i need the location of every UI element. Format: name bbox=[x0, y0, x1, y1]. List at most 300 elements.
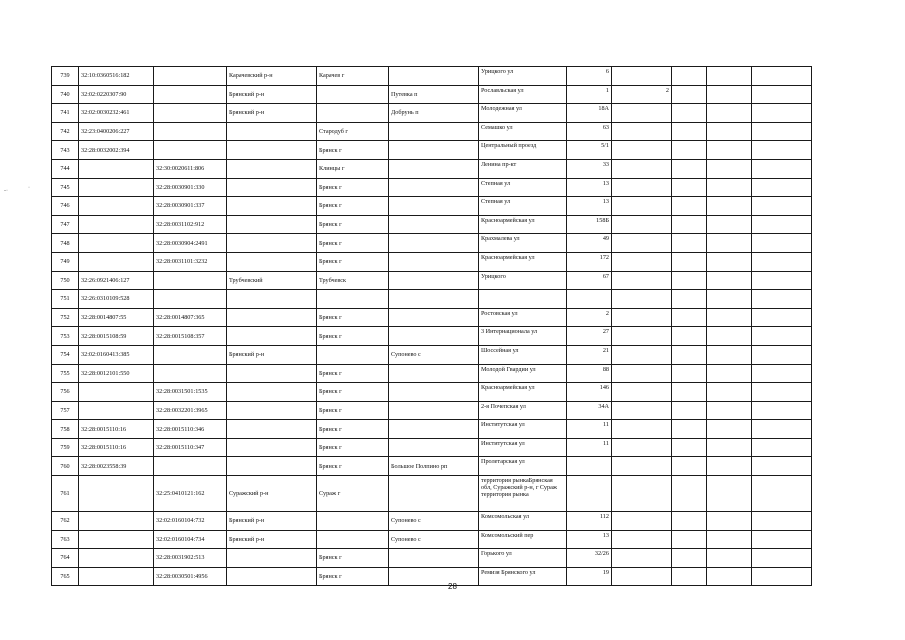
row-number-cell: 762 bbox=[52, 512, 79, 531]
building-number-cell: 2 bbox=[612, 85, 672, 104]
extra-2-cell bbox=[707, 85, 752, 104]
row-number-cell: 754 bbox=[52, 345, 79, 364]
table-row bbox=[52, 438, 812, 457]
extra-1-cell bbox=[672, 383, 707, 402]
district-cell: Карачевский р-н bbox=[227, 67, 317, 86]
table-row bbox=[52, 122, 812, 141]
extra-2-cell bbox=[707, 383, 752, 402]
district-cell bbox=[227, 234, 317, 253]
street-cell bbox=[479, 290, 567, 309]
building-number-cell bbox=[612, 122, 672, 141]
extra-1-cell bbox=[672, 141, 707, 160]
district-cell bbox=[227, 401, 317, 420]
row-number-cell: 751 bbox=[52, 290, 79, 309]
street-cell: Ростовская ул bbox=[479, 308, 567, 327]
scan-artifact: · bbox=[28, 185, 30, 191]
building-cadastral-number-cell: 32:28:0015108:357 bbox=[154, 327, 227, 346]
building-cadastral-number-cell: 32:02:0160104:734 bbox=[154, 530, 227, 549]
building-cadastral-number-cell: 32:28:0030904:2491 bbox=[154, 234, 227, 253]
extra-2-cell bbox=[707, 215, 752, 234]
street-cell: Горького ул bbox=[479, 549, 567, 568]
cadastral-number-cell: 32:26:0310109:528 bbox=[79, 290, 154, 309]
extra-1-cell bbox=[672, 420, 707, 439]
street-cell: Крахмалева ул bbox=[479, 234, 567, 253]
district-cell bbox=[227, 383, 317, 402]
cadastral-number-cell: 32:10:0360516:182 bbox=[79, 67, 154, 86]
building-cadastral-number-cell: 32:28:0031101:3232 bbox=[154, 252, 227, 271]
row-number-cell: 758 bbox=[52, 420, 79, 439]
row-number-cell: 744 bbox=[52, 159, 79, 178]
extra-2-cell bbox=[707, 549, 752, 568]
district-cell: Брянский р-н bbox=[227, 512, 317, 531]
row-number-cell: 747 bbox=[52, 215, 79, 234]
street-cell: Шоссейная ул bbox=[479, 345, 567, 364]
cadastral-number-cell bbox=[79, 530, 154, 549]
building-number-cell bbox=[612, 457, 672, 476]
building-cadastral-number-cell: 32:28:0031501:1535 bbox=[154, 383, 227, 402]
district-cell bbox=[227, 308, 317, 327]
row-number-cell: 761 bbox=[52, 476, 79, 512]
table-row bbox=[52, 476, 812, 512]
building-cadastral-number-cell: 32:28:0032201:3965 bbox=[154, 401, 227, 420]
house-number-cell: 158Б bbox=[567, 215, 612, 234]
house-number-cell: 49 bbox=[567, 234, 612, 253]
table-row bbox=[52, 345, 812, 364]
city-cell bbox=[317, 104, 389, 123]
extra-3-cell bbox=[752, 159, 812, 178]
building-cadastral-number-cell: 32:28:0030501:4956 bbox=[154, 567, 227, 586]
house-number-cell: 6 bbox=[567, 67, 612, 86]
extra-2-cell bbox=[707, 327, 752, 346]
table-row bbox=[52, 252, 812, 271]
city-cell: Брянск г bbox=[317, 364, 389, 383]
district-cell bbox=[227, 178, 317, 197]
city-cell: Брянск г bbox=[317, 215, 389, 234]
extra-3-cell bbox=[752, 85, 812, 104]
settlement-cell bbox=[389, 549, 479, 568]
extra-1-cell bbox=[672, 327, 707, 346]
extra-1-cell bbox=[672, 252, 707, 271]
extra-3-cell bbox=[752, 476, 812, 512]
cadastral-number-cell: 32:28:0023558:39 bbox=[79, 457, 154, 476]
district-cell: Трубчевский bbox=[227, 271, 317, 290]
table-row bbox=[52, 308, 812, 327]
table-row bbox=[52, 85, 812, 104]
city-cell bbox=[317, 530, 389, 549]
extra-2-cell bbox=[707, 271, 752, 290]
building-number-cell bbox=[612, 178, 672, 197]
extra-1-cell bbox=[672, 85, 707, 104]
extra-1-cell bbox=[672, 364, 707, 383]
row-number-cell: 743 bbox=[52, 141, 79, 160]
district-cell bbox=[227, 141, 317, 160]
cadastral-number-cell bbox=[79, 549, 154, 568]
table-row bbox=[52, 215, 812, 234]
building-cadastral-number-cell bbox=[154, 141, 227, 160]
extra-2-cell bbox=[707, 122, 752, 141]
city-cell: Брянск г bbox=[317, 401, 389, 420]
extra-1-cell bbox=[672, 122, 707, 141]
settlement-cell bbox=[389, 271, 479, 290]
settlement-cell bbox=[389, 438, 479, 457]
building-cadastral-number-cell: 32:28:0031902:513 bbox=[154, 549, 227, 568]
cadastral-number-cell: 32:28:0015108:59 bbox=[79, 327, 154, 346]
city-cell: Брянск г bbox=[317, 141, 389, 160]
settlement-cell bbox=[389, 308, 479, 327]
row-number-cell: 765 bbox=[52, 567, 79, 586]
district-cell bbox=[227, 215, 317, 234]
street-cell: территория рынкаБрянская обл, Суражский р-н, г Сураж территория рынка bbox=[479, 476, 567, 512]
building-cadastral-number-cell: 32:28:0015110:346 bbox=[154, 420, 227, 439]
house-number-cell: 18А bbox=[567, 104, 612, 123]
cadastral-number-cell: 32:28:0032002:394 bbox=[79, 141, 154, 160]
settlement-cell bbox=[389, 252, 479, 271]
building-number-cell bbox=[612, 364, 672, 383]
extra-1-cell bbox=[672, 234, 707, 253]
extra-2-cell bbox=[707, 308, 752, 327]
house-number-cell: 33 bbox=[567, 159, 612, 178]
city-cell bbox=[317, 290, 389, 309]
extra-1-cell bbox=[672, 197, 707, 216]
row-number-cell: 753 bbox=[52, 327, 79, 346]
city-cell: Брянск г bbox=[317, 420, 389, 439]
cadastral-number-cell: 32:28:0015110:16 bbox=[79, 438, 154, 457]
extra-3-cell bbox=[752, 327, 812, 346]
row-number-cell: 759 bbox=[52, 438, 79, 457]
row-number-cell: 745 bbox=[52, 178, 79, 197]
cadastral-number-cell bbox=[79, 401, 154, 420]
district-cell bbox=[227, 159, 317, 178]
house-number-cell: 172 bbox=[567, 252, 612, 271]
extra-3-cell bbox=[752, 290, 812, 309]
house-number-cell bbox=[567, 476, 612, 512]
city-cell: Брянск г bbox=[317, 438, 389, 457]
extra-1-cell bbox=[672, 476, 707, 512]
building-number-cell bbox=[612, 252, 672, 271]
extra-1-cell bbox=[672, 159, 707, 178]
building-cadastral-number-cell: 32:28:0015110:347 bbox=[154, 438, 227, 457]
table-row bbox=[52, 141, 812, 160]
extra-2-cell bbox=[707, 234, 752, 253]
building-cadastral-number-cell: 32:25:0410121:162 bbox=[154, 476, 227, 512]
settlement-cell bbox=[389, 364, 479, 383]
extra-3-cell bbox=[752, 512, 812, 531]
cadastral-number-cell bbox=[79, 159, 154, 178]
building-cadastral-number-cell: 32:30:0020611:806 bbox=[154, 159, 227, 178]
street-cell: Степная ул bbox=[479, 178, 567, 197]
building-number-cell bbox=[612, 67, 672, 86]
street-cell: Ленина пр-кт bbox=[479, 159, 567, 178]
extra-1-cell bbox=[672, 345, 707, 364]
street-cell: Семашко ул bbox=[479, 122, 567, 141]
settlement-cell: Добрунь п bbox=[389, 104, 479, 123]
city-cell: Брянск г bbox=[317, 197, 389, 216]
settlement-cell bbox=[389, 178, 479, 197]
building-number-cell bbox=[612, 197, 672, 216]
extra-3-cell bbox=[752, 215, 812, 234]
extra-2-cell bbox=[707, 476, 752, 512]
street-cell: Урицкого ул bbox=[479, 67, 567, 86]
city-cell bbox=[317, 512, 389, 531]
city-cell: Брянск г bbox=[317, 457, 389, 476]
house-number-cell: 13 bbox=[567, 197, 612, 216]
house-number-cell: 11 bbox=[567, 438, 612, 457]
house-number-cell: 19 bbox=[567, 567, 612, 586]
city-cell: Брянск г bbox=[317, 308, 389, 327]
street-cell: 3 Интернационала ул bbox=[479, 327, 567, 346]
district-cell bbox=[227, 290, 317, 309]
table-row bbox=[52, 457, 812, 476]
extra-1-cell bbox=[672, 271, 707, 290]
extra-3-cell bbox=[752, 122, 812, 141]
table-row bbox=[52, 178, 812, 197]
cadastral-number-cell: 32:02:0160413:385 bbox=[79, 345, 154, 364]
district-cell bbox=[227, 197, 317, 216]
settlement-cell: Путевка п bbox=[389, 85, 479, 104]
row-number-cell: 739 bbox=[52, 67, 79, 86]
table-row bbox=[52, 104, 812, 123]
building-number-cell bbox=[612, 420, 672, 439]
extra-3-cell bbox=[752, 420, 812, 439]
extra-3-cell bbox=[752, 141, 812, 160]
settlement-cell bbox=[389, 141, 479, 160]
extra-1-cell bbox=[672, 401, 707, 420]
extra-1-cell bbox=[672, 290, 707, 309]
row-number-cell: 749 bbox=[52, 252, 79, 271]
street-cell: Центральный проезд bbox=[479, 141, 567, 160]
table-row bbox=[52, 512, 812, 531]
settlement-cell bbox=[389, 420, 479, 439]
house-number-cell: 5/1 bbox=[567, 141, 612, 160]
extra-3-cell bbox=[752, 252, 812, 271]
city-cell: Брянск г bbox=[317, 549, 389, 568]
district-cell bbox=[227, 549, 317, 568]
building-cadastral-number-cell: 32:28:0031102:912 bbox=[154, 215, 227, 234]
row-number-cell: 748 bbox=[52, 234, 79, 253]
extra-2-cell bbox=[707, 345, 752, 364]
extra-3-cell bbox=[752, 549, 812, 568]
city-cell: Стародуб г bbox=[317, 122, 389, 141]
street-cell: Молодой Гвардии ул bbox=[479, 364, 567, 383]
extra-2-cell bbox=[707, 197, 752, 216]
house-number-cell: 63 bbox=[567, 122, 612, 141]
cadastral-number-cell bbox=[79, 215, 154, 234]
settlement-cell bbox=[389, 234, 479, 253]
settlement-cell bbox=[389, 67, 479, 86]
extra-2-cell bbox=[707, 401, 752, 420]
extra-3-cell bbox=[752, 67, 812, 86]
district-cell bbox=[227, 252, 317, 271]
extra-3-cell bbox=[752, 438, 812, 457]
extra-1-cell bbox=[672, 215, 707, 234]
building-number-cell bbox=[612, 383, 672, 402]
building-number-cell bbox=[612, 512, 672, 531]
building-number-cell bbox=[612, 271, 672, 290]
house-number-cell: 13 bbox=[567, 530, 612, 549]
cadastral-number-cell: 32:28:0014807:55 bbox=[79, 308, 154, 327]
extra-1-cell bbox=[672, 457, 707, 476]
extra-2-cell bbox=[707, 420, 752, 439]
settlement-cell: Супонево с bbox=[389, 512, 479, 531]
settlement-cell bbox=[389, 476, 479, 512]
table-row bbox=[52, 234, 812, 253]
house-number-cell: 11 bbox=[567, 420, 612, 439]
cadastral-number-cell bbox=[79, 383, 154, 402]
house-number-cell: 112 bbox=[567, 512, 612, 531]
extra-3-cell bbox=[752, 271, 812, 290]
extra-2-cell bbox=[707, 252, 752, 271]
city-cell: Карачев г bbox=[317, 67, 389, 86]
extra-2-cell bbox=[707, 512, 752, 531]
district-cell bbox=[227, 327, 317, 346]
row-number-cell: 764 bbox=[52, 549, 79, 568]
building-cadastral-number-cell bbox=[154, 364, 227, 383]
district-cell: Брянский р-н bbox=[227, 104, 317, 123]
cadastral-number-cell bbox=[79, 476, 154, 512]
city-cell bbox=[317, 345, 389, 364]
table-row bbox=[52, 67, 812, 86]
building-number-cell bbox=[612, 215, 672, 234]
table-row bbox=[52, 530, 812, 549]
extra-3-cell bbox=[752, 401, 812, 420]
building-cadastral-number-cell bbox=[154, 271, 227, 290]
settlement-cell bbox=[389, 383, 479, 402]
city-cell bbox=[317, 85, 389, 104]
extra-3-cell bbox=[752, 308, 812, 327]
extra-1-cell bbox=[672, 549, 707, 568]
cadastral-number-cell bbox=[79, 234, 154, 253]
house-number-cell: 13 bbox=[567, 178, 612, 197]
row-number-cell: 746 bbox=[52, 197, 79, 216]
street-cell: Красноармейская ул bbox=[479, 383, 567, 402]
extra-2-cell bbox=[707, 159, 752, 178]
city-cell: Брянск г bbox=[317, 178, 389, 197]
cadastral-number-cell: 32:28:0015110:16 bbox=[79, 420, 154, 439]
settlement-cell: Супонево с bbox=[389, 345, 479, 364]
building-cadastral-number-cell bbox=[154, 122, 227, 141]
settlement-cell bbox=[389, 290, 479, 309]
extra-1-cell bbox=[672, 67, 707, 86]
house-number-cell bbox=[567, 290, 612, 309]
city-cell: Брянск г bbox=[317, 252, 389, 271]
building-cadastral-number-cell: 32:28:0030901:330 bbox=[154, 178, 227, 197]
building-cadastral-number-cell bbox=[154, 290, 227, 309]
extra-1-cell bbox=[672, 438, 707, 457]
building-number-cell bbox=[612, 308, 672, 327]
scan-artifact: -· bbox=[4, 188, 8, 194]
building-number-cell bbox=[612, 159, 672, 178]
cadastral-number-cell bbox=[79, 512, 154, 531]
cadastral-number-cell: 32:26:0921406:127 bbox=[79, 271, 154, 290]
city-cell: Брянск г bbox=[317, 567, 389, 586]
row-number-cell: 756 bbox=[52, 383, 79, 402]
house-number-cell: 2 bbox=[567, 308, 612, 327]
building-cadastral-number-cell: 32:02:0160104:732 bbox=[154, 512, 227, 531]
table-row bbox=[52, 159, 812, 178]
settlement-cell: Большое Полпино рп bbox=[389, 457, 479, 476]
building-cadastral-number-cell bbox=[154, 104, 227, 123]
extra-2-cell bbox=[707, 178, 752, 197]
extra-3-cell bbox=[752, 197, 812, 216]
settlement-cell bbox=[389, 159, 479, 178]
row-number-cell: 750 bbox=[52, 271, 79, 290]
building-number-cell bbox=[612, 401, 672, 420]
table-row bbox=[52, 197, 812, 216]
building-number-cell bbox=[612, 549, 672, 568]
extra-1-cell bbox=[672, 512, 707, 531]
building-cadastral-number-cell bbox=[154, 457, 227, 476]
street-cell: Красноармейская ул bbox=[479, 252, 567, 271]
district-cell bbox=[227, 364, 317, 383]
table-row bbox=[52, 327, 812, 346]
building-cadastral-number-cell: 32:28:0014807:365 bbox=[154, 308, 227, 327]
extra-2-cell bbox=[707, 290, 752, 309]
row-number-cell: 760 bbox=[52, 457, 79, 476]
cadastral-number-cell: 32:02:0030232:461 bbox=[79, 104, 154, 123]
extra-3-cell bbox=[752, 364, 812, 383]
extra-2-cell bbox=[707, 530, 752, 549]
house-number-cell: 21 bbox=[567, 345, 612, 364]
property-table bbox=[51, 66, 812, 586]
house-number-cell bbox=[567, 457, 612, 476]
city-cell: Сураж г bbox=[317, 476, 389, 512]
district-cell bbox=[227, 420, 317, 439]
house-number-cell: 88 bbox=[567, 364, 612, 383]
settlement-cell bbox=[389, 122, 479, 141]
building-number-cell bbox=[612, 345, 672, 364]
extra-3-cell bbox=[752, 383, 812, 402]
row-number-cell: 763 bbox=[52, 530, 79, 549]
district-cell bbox=[227, 457, 317, 476]
building-cadastral-number-cell bbox=[154, 345, 227, 364]
extra-2-cell bbox=[707, 104, 752, 123]
cadastral-number-cell bbox=[79, 197, 154, 216]
street-cell: Красноармейская ул bbox=[479, 215, 567, 234]
city-cell: Клинцы г bbox=[317, 159, 389, 178]
building-number-cell bbox=[612, 476, 672, 512]
extra-2-cell bbox=[707, 438, 752, 457]
row-number-cell: 742 bbox=[52, 122, 79, 141]
street-cell: Рославльская ул bbox=[479, 85, 567, 104]
extra-3-cell bbox=[752, 345, 812, 364]
extra-2-cell bbox=[707, 457, 752, 476]
row-number-cell: 740 bbox=[52, 85, 79, 104]
street-cell: Степная ул bbox=[479, 197, 567, 216]
street-cell: 2-я Почепская ул bbox=[479, 401, 567, 420]
building-number-cell bbox=[612, 327, 672, 346]
building-number-cell bbox=[612, 141, 672, 160]
extra-3-cell bbox=[752, 104, 812, 123]
extra-1-cell bbox=[672, 178, 707, 197]
extra-2-cell bbox=[707, 67, 752, 86]
table-row bbox=[52, 271, 812, 290]
street-cell: Комсомольская ул bbox=[479, 512, 567, 531]
table-body bbox=[52, 67, 812, 586]
city-cell: Брянск г bbox=[317, 234, 389, 253]
street-cell: Молодежная ул bbox=[479, 104, 567, 123]
district-cell: Суражский р-н bbox=[227, 476, 317, 512]
row-number-cell: 752 bbox=[52, 308, 79, 327]
row-number-cell: 755 bbox=[52, 364, 79, 383]
cadastral-number-cell: 32:28:0012101:550 bbox=[79, 364, 154, 383]
street-cell: Институтская ул bbox=[479, 438, 567, 457]
table-row bbox=[52, 383, 812, 402]
house-number-cell: 1 bbox=[567, 85, 612, 104]
street-cell: Урицкого bbox=[479, 271, 567, 290]
building-cadastral-number-cell: 32:28:0030901:337 bbox=[154, 197, 227, 216]
cadastral-number-cell: 32:23:0400206:227 bbox=[79, 122, 154, 141]
district-cell bbox=[227, 438, 317, 457]
